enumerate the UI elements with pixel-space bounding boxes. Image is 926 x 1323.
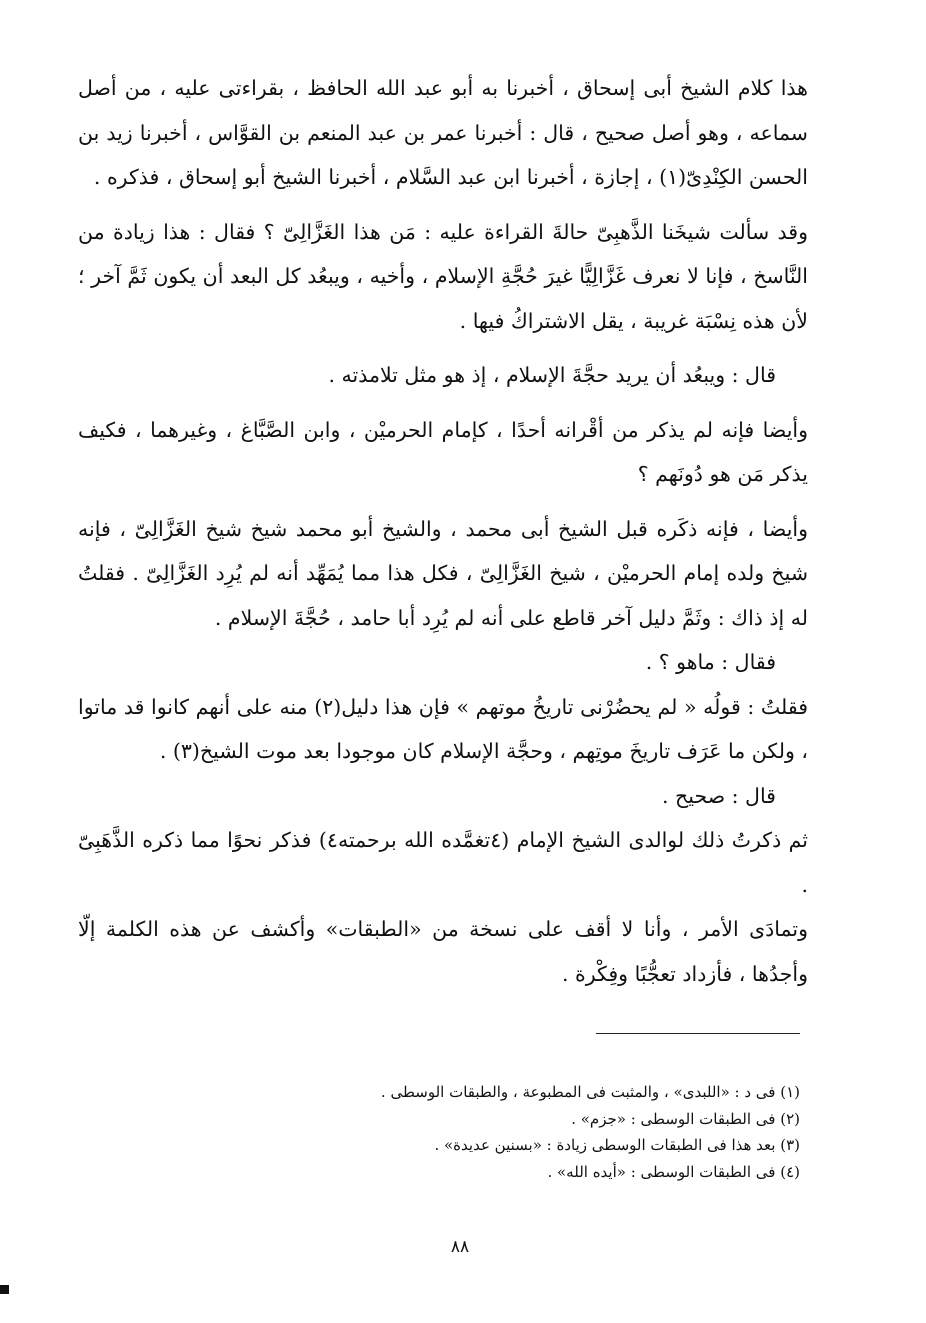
- footnote-1: (١) فى د : «اللبدى» ، والمثبت فى المطبوعة ، والطبقات الوسطى .: [380, 1083, 800, 1101]
- footnote-2: (٢) فى الطبقات الوسطى : «جزم» .: [571, 1109, 800, 1128]
- paragraph-1: هذا كلام الشيخ أبى إسحاق ، أخبرنا به أبو عبد الله الحافظ ، بقراءتى عليه ، من أصل سماعه ، وهو أصل صحيح ، قال : أخبرنا عمر بن عبد المنعم بن القوَّاس ، أخبرنا زيد بن الحسن الكِنْدِىّ(١) ، إجازة ، أخبرنا ابن عبد السَّلام ، أخبرنا الشيخ أبو إسحاق ، فذكره .: [78, 76, 808, 189]
- paragraph-10: وتمادَى الأمر ، وأنا لا أقف على نسخة من «الطبقات» وأكشف عن هذه الكلمة إلّا وأجدُها ، فأزداد تعجُّبًا وفِكْرة .: [78, 917, 808, 986]
- page-number: ٨٨: [450, 1237, 470, 1257]
- paragraph-5: وأيضا ، فإنه ذكَره قبل الشيخ أبى محمد ، والشيخ أبو محمد شيخ شيخ الغَزَّالِىّ ، فإنه شيخ ولده إمام الحرميْن ، شيخ الغَزَّالِىّ ، فكل هذا مما يُمَهِّد أنه لم يُرِد الغَزَّالِىّ . فقلتُ له إذ ذاك : وثَمَّ دليل آخر قاطع على أنه لم يُرِد أبا حامد ، حُجَّةَ الإسلام .: [78, 516, 808, 630]
- main-text: [78, 66, 808, 996]
- footnotes: [300, 1079, 800, 1185]
- paragraph-3: قال : ويبعُد أن يريد حجَّةَ الإسلام ، إذ هو مثل تلامذته .: [328, 363, 776, 387]
- footnote-divider: [596, 1033, 800, 1034]
- footnote-3: (٣) بعد هذا فى الطبقات الوسطى زيادة : «بسنين عديدة» .: [434, 1136, 800, 1154]
- paragraph-9: ثم ذكرتُ ذلك لوالدى الشيخ الإمام (٤تغمَّده الله برحمته٤) فذكر نحوًا مما ذكره الذَّهَبِىّ .: [78, 828, 808, 897]
- paragraph-6: فقال : ماهو ؟ .: [645, 650, 776, 674]
- paragraph-2: وقد سألت شيخَنا الذَّهبِىّ حالةَ القراءة عليه : مَن هذا الغَزَّالِىّ ؟ فقال : هذا زيادة من النَّاسخ ، فإنا لا نعرف غَزَّالِيًّا غيرَ حُجَّةِ الإسلام ، وأخيه ، ويبعُد كل البعد أن يكون ثَمَّ آخر ؛ لأن هذه نِسْبَة غريبة ، يقل الاشتراكُ فيها .: [78, 219, 808, 333]
- paragraph-8: قال : صحيح .: [662, 783, 776, 808]
- scan-edge-mark: [0, 1285, 9, 1294]
- paragraph-7: فقلتُ : قولُه « لم يحضُرْنى تاريخُ موتهم » فإن هذا دليل(٢) منه على أنهم كانوا قد ماتوا ، ولكن ما عَرَف تاريخَ موتِهم ، وحجَّة الإسلام كان موجودا بعد موت الشيخ(٣) .: [78, 694, 808, 763]
- paragraph-4: وأيضا فإنه لم يذكر من أقْرانه أحدًا ، كإمام الحرميْن ، وابن الصَّبَّاغ ، وغيرهما ، فكيف يذكر مَن هو دُونَهم ؟: [78, 417, 808, 486]
- footnote-4: (٤) فى الطبقات الوسطى : «أيده الله» .: [547, 1162, 800, 1181]
